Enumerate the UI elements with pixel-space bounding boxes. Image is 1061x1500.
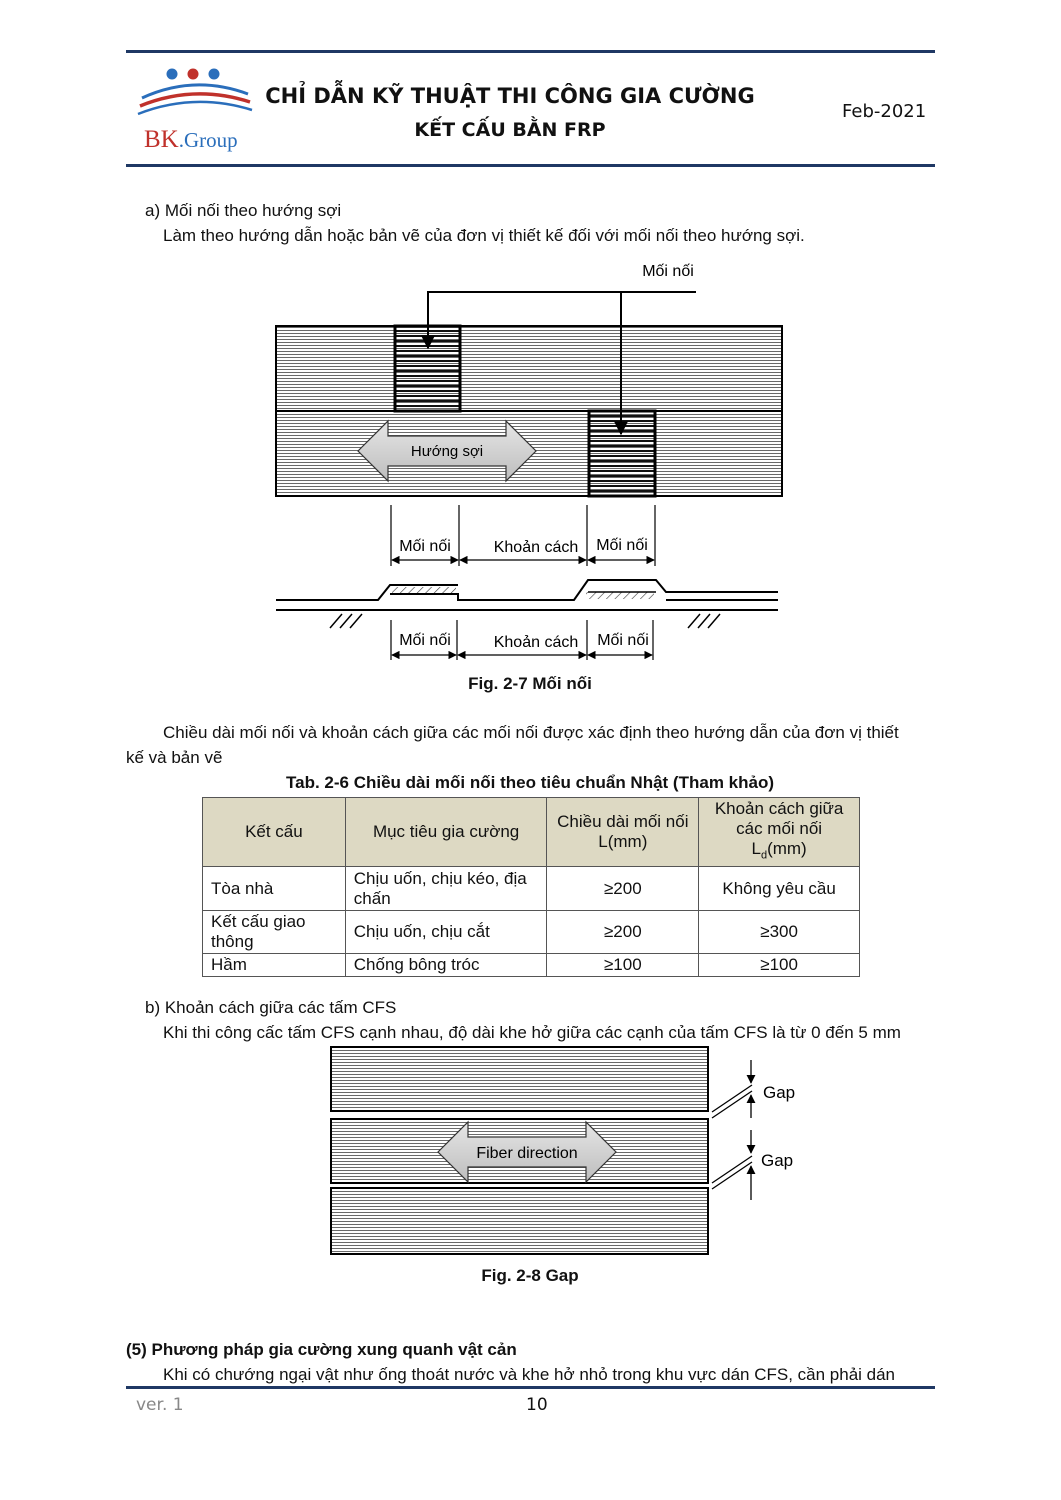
fig-2-8-diagram [0,1040,1061,1260]
joint-section-2 [586,592,654,599]
gap-label-1: Gap [763,1083,796,1102]
fig-2-8-caption: Fig. 2-8 Gap [481,1266,579,1285]
col-header-target: Mục tiêu gia cường [345,798,547,867]
table-row: Kết cấu giao thông Chịu uốn, chịu cắt ≥200 ≥300 [203,911,860,954]
dim-label-joint-2: Mối nối [596,537,648,554]
joint-section-1 [392,587,456,593]
cfs-sheet-1 [331,1047,708,1111]
col-header-spacing: Khoản cách giữa các mối nối $L_d(mm)$ [699,798,860,867]
section-5-text: Khi có chướng ngại vật như ống thoát nước và khe hở nhỏ trong khu vực dán CFS, cần phải dán [163,1365,896,1384]
header-top-rule [126,50,935,53]
logo-text-group: .Group [178,128,238,152]
table-row: Hầm Chống bông tróc ≥100 ≥100 [203,954,860,977]
gap-indicator-1 [712,1060,752,1118]
sec-label-joint-2: Mối nối [597,632,649,649]
section-a-heading: a) Mối nối theo hướng sợi [145,201,342,220]
fiber-direction-label-2: Fiber direction [476,1145,578,1162]
fiber-direction-label: Hướng sợi [410,443,484,460]
section-5-heading: (5) Phương pháp gia cường xung quanh vật cản [126,1340,517,1359]
dim-label-spacing: Khoản cách [493,539,579,556]
paragraph-line-1: Chiều dài mối nối và khoản cách giữa các mối nối được xác định theo hướng dẫn của đơn vị thiết [163,723,899,742]
header-title-line2: KẾT CẤU BẰN FRP [414,119,606,141]
paragraph-line-2: kế và bản vẽ [126,748,223,767]
sec-label-spacing: Khoản cách [493,634,579,651]
joint-label: Mối nối [642,263,694,280]
sec-label-joint-1: Mối nối [399,632,451,649]
table-header-row [203,798,860,867]
footer-rule [126,1386,935,1389]
gap-indicator-2 [712,1130,752,1200]
logo-text-bk: BK [144,126,179,153]
joint-length-table [202,797,860,977]
gap-label-2: Gap [761,1151,794,1170]
bk-group-logo [136,62,254,158]
section-b-text: Khi thi công cấc tấm CFS cạnh nhau, độ dài khe hở giữa các cạnh của tấm CFS là từ 0 đến 5 mm [163,1023,901,1042]
ground-hatch-right [688,614,720,628]
section-a-text: Làm theo hướng dẫn hoặc bản vẽ của đơn vị thiết kế đối với mối nối theo hướng sợi. [163,226,805,245]
header-title-line1: CHỈ DẪN KỸ THUẬT THI CÔNG GIA CƯỜNG [265,84,755,108]
section-b-heading: b) Khoản cách giữa các tấm CFS [145,998,397,1017]
fiber-sheet-upper [276,326,782,411]
cfs-sheet-3 [331,1188,708,1254]
header-bottom-rule [126,164,935,167]
table-caption: Tab. 2-6 Chiều dài mối nối theo tiêu chuẩn Nhật (Tham khảo) [286,773,774,792]
footer-version: ver. 1 [136,1395,184,1415]
header-date: Feb-2021 [842,101,927,122]
col-header-structure: Kết cấu [203,798,346,867]
page-number: 10 [526,1395,548,1415]
fig-2-7-diagram [0,255,1061,670]
fig-2-7-caption: Fig. 2-7 Mối nối [468,674,592,693]
col-header-length: Chiều dài mối nối L(mm) [547,798,699,867]
ground-hatch-left [330,614,362,628]
table-row: Tòa nhà Chịu uốn, chịu kéo, địa chấn ≥200 Không yêu cầu [203,867,860,911]
dim-label-joint-1: Mối nối [399,538,451,555]
